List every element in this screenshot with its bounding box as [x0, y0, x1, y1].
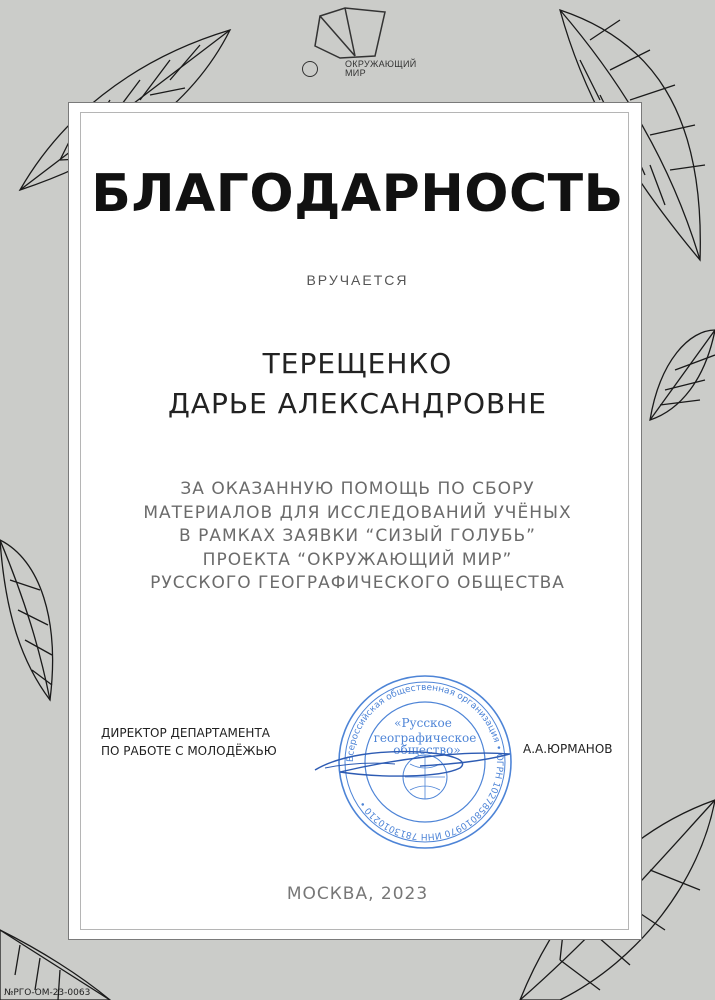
reason-line: МАТЕРИАЛОВ ДЛЯ ИССЛЕДОВАНИЙ УЧЁНЫХ — [143, 502, 572, 523]
stamp-text-line2: географическое — [373, 731, 477, 745]
recipient-name — [0, 344, 715, 424]
rgo-globe-icon — [302, 61, 318, 77]
reason-line: В РАМКАХ ЗАЯВКИ “СИЗЫЙ ГОЛУБЬ” — [179, 526, 536, 546]
signatory-title-line: ДИРЕКТОР ДЕПАРТАМЕНТА — [101, 726, 270, 740]
logo-text-line1: ОКРУЖАЮЩИЙ — [345, 59, 417, 69]
stamp-ring-text: Всероссийская общественная организация • ОГРН 1027858010970 ИНН 7813010210 • — [345, 682, 505, 842]
document-number: №РГО-ОМ-23-0063 — [4, 988, 91, 998]
city-year: МОСКВА, 2023 — [286, 884, 429, 904]
signatory-name: А.А.ЮРМАНОВ — [523, 742, 613, 756]
certificate-title: БЛАГОДАРНОСТЬ — [91, 164, 624, 224]
reason-line: ЗА ОКАЗАННУЮ ПОМОЩЬ ПО СБОРУ — [180, 479, 535, 499]
logo-text-line2: МИР — [345, 68, 366, 78]
stamp-text-line3: общество» — [393, 743, 461, 757]
signatory-title — [101, 724, 277, 760]
reason-line: РУССКОГО ГЕОГРАФИЧЕСКОГО ОБЩЕСТВА — [150, 573, 565, 593]
recipient-given-names: ДАРЬЕ АЛЕКСАНДРОВНЕ — [167, 387, 547, 420]
handwritten-signature — [300, 720, 530, 790]
signatory-title-line: ПО РАБОТЕ С МОЛОДЁЖЬЮ — [101, 744, 277, 758]
recipient-surname: ТЕРЕЩЕНКО — [262, 347, 453, 380]
reason-line: ПРОЕКТА “ОКРУЖАЮЩИЙ МИР” — [202, 549, 513, 570]
logo-text — [345, 60, 417, 78]
awarded-label: ВРУЧАЕТСЯ — [306, 272, 409, 288]
reason-text — [0, 478, 715, 596]
stamp-text-line1: «Русское — [394, 716, 452, 730]
